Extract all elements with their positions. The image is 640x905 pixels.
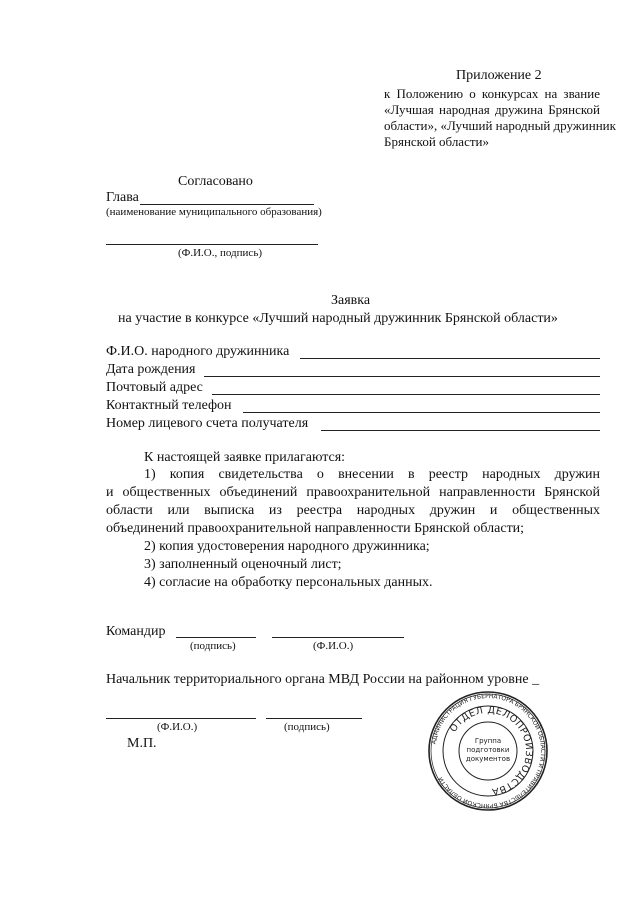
- stamp-outer-text: АДМИНИСТРАЦИЯ ГУБЕРНАТОРА БРЯНСКОЙ ОБЛАСТИ И ПРАВИТЕЛЬСТВА БРЯНСКОЙ ОБЛАСТИ: [430, 692, 546, 810]
- attachment-item-1-cont: и общественных объединений правоохранительной направленности Брянской: [106, 485, 600, 500]
- appendix-line: области», «Лучший народный дружинник: [384, 118, 616, 133]
- attachment-item-1-cont: объединений правоохранительной направленности Брянской области;: [106, 521, 525, 536]
- appendix-line: к Положению о конкурсах на звание: [384, 86, 600, 101]
- name-sign-line: [106, 244, 318, 245]
- commander-name-caption: (Ф.И.О.): [313, 640, 354, 652]
- stamp-center-line: Группа: [474, 737, 502, 745]
- stamp-center-line: документов: [465, 755, 511, 763]
- commander-label: Командир: [106, 624, 166, 639]
- appendix-line: Брянской области»: [384, 134, 489, 149]
- commander-sign-caption: (подпись): [190, 640, 236, 652]
- chief-name-caption: (Ф.И.О.): [157, 721, 198, 733]
- field-birthdate-line[interactable]: [204, 376, 600, 377]
- head-label: Глава: [106, 190, 139, 205]
- attachment-item-3: 3) заполненный оценочный лист;: [144, 557, 342, 572]
- seal-place: М.П.: [127, 736, 157, 751]
- application-title: Заявка: [331, 293, 371, 308]
- field-fio-line[interactable]: [300, 358, 600, 359]
- field-address-label: Почтовый адрес: [106, 380, 203, 395]
- name-sign-caption: (Ф.И.О., подпись): [178, 247, 262, 259]
- application-subtitle: на участие в конкурсе «Лучший народный дружинник Брянской области»: [118, 311, 558, 326]
- field-phone-label: Контактный телефон: [106, 398, 232, 413]
- attachments-intro: К настоящей заявке прилагаются:: [144, 450, 346, 465]
- chief-name-line[interactable]: [106, 718, 256, 719]
- commander-sign-line[interactable]: [176, 637, 256, 638]
- chief-sign-caption: (подпись): [284, 721, 330, 733]
- stamp-center-line: подготовки: [466, 746, 510, 754]
- official-stamp: [427, 690, 549, 812]
- chief-text: Начальник территориального органа МВД России на районном уровне _: [106, 672, 540, 687]
- attachment-item-1-cont: области или выписка из реестра народных дружин и общественных: [106, 503, 600, 518]
- field-phone-line[interactable]: [243, 412, 600, 413]
- attachment-item-4: 4) согласие на обработку персональных данных.: [144, 575, 433, 590]
- field-address-line[interactable]: [212, 394, 600, 395]
- field-account-line[interactable]: [321, 430, 600, 431]
- appendix-title: Приложение 2: [456, 68, 542, 83]
- field-account-label: Номер лицевого счета получателя: [106, 416, 309, 431]
- appendix-line: «Лучшая народная дружина Брянской: [384, 102, 600, 117]
- approval-heading: Согласовано: [178, 174, 253, 189]
- field-birthdate-label: Дата рождения: [106, 362, 196, 377]
- head-underline: [140, 204, 314, 205]
- attachment-item-1: 1) копия свидетельства о внесении в реестр народных дружин: [144, 467, 600, 482]
- attachment-item-2: 2) копия удостоверения народного дружинника;: [144, 539, 430, 554]
- chief-sign-line[interactable]: [266, 718, 362, 719]
- field-fio-label: Ф.И.О. народного дружинника: [106, 344, 290, 359]
- commander-name-line[interactable]: [272, 637, 404, 638]
- municipality-caption: (наименование муниципального образования): [106, 206, 322, 218]
- stamp-inner-text: ОТДЕЛ ДЕЛОПРОИЗВОДСТВА: [447, 704, 535, 797]
